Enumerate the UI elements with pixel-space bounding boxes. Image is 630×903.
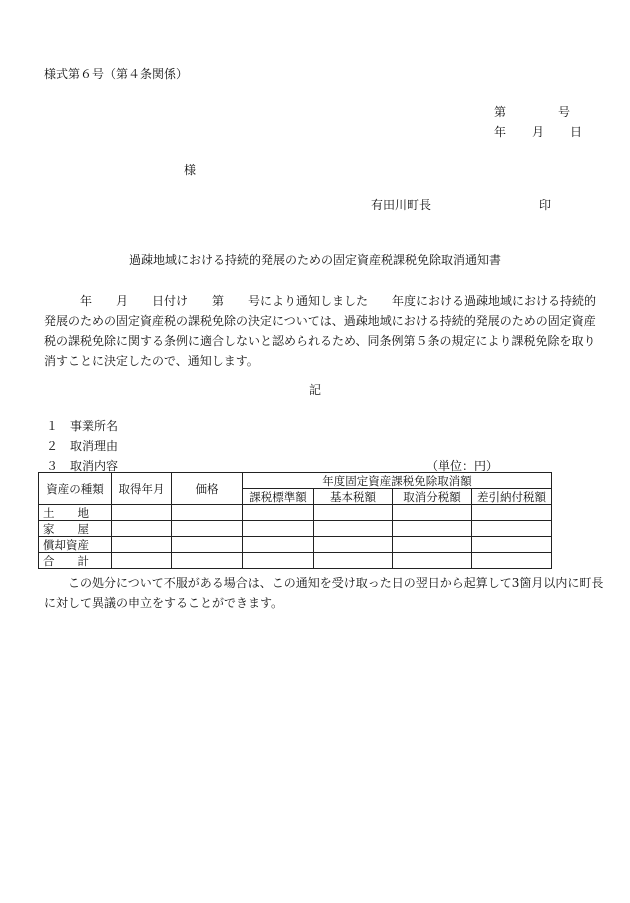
- footer-line: に対して異議の申立をすることができます。: [44, 596, 284, 610]
- item-number: ２: [46, 439, 59, 453]
- table-cell: [243, 505, 314, 521]
- table-cell: [314, 505, 393, 521]
- notice-number-go: 号: [558, 105, 571, 119]
- form-number: 様式第６号（第４条関係）: [44, 67, 189, 81]
- table-header-row: [39, 473, 552, 489]
- footer-line: この処分について不服がある場合は、この通知を受け取った日の翌日から起算して3箇月以内に町長: [44, 576, 604, 590]
- item-label: 取消内容: [70, 459, 119, 473]
- header-asset-type: 資産の種類: [39, 473, 112, 505]
- table-cell: [393, 537, 472, 553]
- notice-number-dai: 第: [494, 105, 507, 119]
- table-cell: [243, 521, 314, 537]
- item-number: ３: [46, 459, 59, 473]
- table-cell: [472, 521, 552, 537]
- row-label: 家 屋: [39, 521, 112, 537]
- table-cell: [472, 505, 552, 521]
- table-cell: [472, 537, 552, 553]
- list-item: [46, 418, 118, 438]
- addressee: 様: [184, 163, 197, 177]
- body-line: 税の課税免除に関する条例に適合しないと認められるため、同条例第５条の規定により課税免除を取り: [44, 334, 596, 348]
- header-group: 年度固定資産課税免除取消額: [243, 473, 552, 489]
- table-cell: [112, 505, 172, 521]
- subheader-cancel-tax: 取消分税額: [393, 489, 472, 505]
- body-line: 発展のための固定資産税の課税免除の決定については、過疎地域における持続的発展のための固定資産: [44, 314, 596, 328]
- table-cell: [393, 505, 472, 521]
- table-cell: [472, 553, 552, 569]
- row-label: 償却資産: [39, 537, 112, 553]
- date-day: 日: [570, 125, 583, 139]
- item-list: [46, 418, 118, 478]
- body-line: 消すことに決定したので、通知します。: [44, 354, 259, 368]
- row-label: 土 地: [39, 505, 112, 521]
- table-row: [39, 521, 552, 537]
- notice-date: [494, 124, 582, 140]
- notice-number: [494, 104, 570, 120]
- subheader-tax-base: 課税標準額: [243, 489, 314, 505]
- header-price: 価格: [172, 473, 243, 505]
- document-title: 過疎地域における持続的発展のための固定資産税課税免除取消通知書: [128, 253, 501, 267]
- table-cell: [243, 553, 314, 569]
- table-cell: [172, 553, 243, 569]
- table-cell: [112, 537, 172, 553]
- seal-mark: 印: [539, 198, 552, 212]
- table-cell: [314, 521, 393, 537]
- table-row: [39, 537, 552, 553]
- item-label: 取消理由: [70, 439, 119, 453]
- table-cell: [393, 553, 472, 569]
- table-cell: [172, 537, 243, 553]
- date-month: 月: [532, 125, 545, 139]
- header-acquired: 取得年月: [112, 473, 172, 505]
- table-cell: [314, 553, 393, 569]
- body-paragraph: [44, 291, 597, 371]
- table-cell: [314, 537, 393, 553]
- row-label: 合 計: [39, 553, 112, 569]
- subheader-net-tax: 差引納付税額: [472, 489, 552, 505]
- body-line: 年 月 日付け 第 号により通知しました 年度における過疎地域における持続的: [44, 294, 597, 308]
- unit-label: （単位：円）: [426, 459, 499, 473]
- appeal-notice: [44, 573, 604, 613]
- item-label: 事業所名: [70, 419, 119, 433]
- table-cell: [112, 521, 172, 537]
- cancellation-table: [38, 472, 552, 569]
- date-year: 年: [494, 125, 507, 139]
- table-cell: [172, 505, 243, 521]
- table-row: [39, 505, 552, 521]
- table-row: [39, 553, 552, 569]
- table-cell: [172, 521, 243, 537]
- table-cell: [243, 537, 314, 553]
- list-item: [46, 438, 118, 458]
- issuer: 有田川町長: [371, 198, 432, 212]
- subheader-base-tax: 基本税額: [314, 489, 393, 505]
- table-cell: [393, 521, 472, 537]
- table-cell: [112, 553, 172, 569]
- item-number: １: [46, 419, 59, 433]
- ki-heading: 記: [308, 383, 321, 397]
